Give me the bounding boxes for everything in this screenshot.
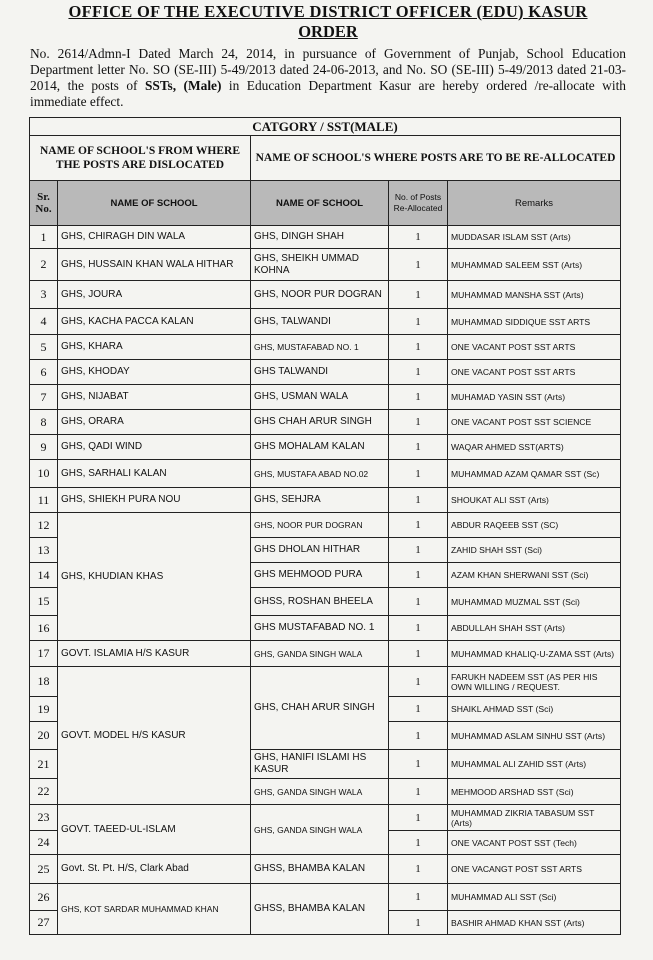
sr-cell: 26 — [30, 884, 58, 911]
sr-cell: 13 — [30, 538, 58, 563]
posts-cell: 1 — [389, 616, 448, 641]
sr-cell: 27 — [30, 911, 58, 935]
sr-cell: 22 — [30, 779, 58, 805]
table-row — [30, 884, 621, 911]
sr-cell: 10 — [30, 460, 58, 488]
remarks-cell: AZAM KHAN SHERWANI SST (Sci) — [448, 563, 621, 588]
to-school-cell: GHS MUSTAFABAD NO. 1 — [251, 616, 389, 641]
posts-cell: 1 — [389, 385, 448, 410]
remarks-cell: MUHAMMAD SIDDIQUE SST ARTS — [448, 309, 621, 335]
group-to-heading: NAME OF SCHOOL'S WHERE POSTS ARE TO BE RE-ALLOCATED — [251, 136, 621, 181]
to-school-cell: GHS, USMAN WALA — [251, 385, 389, 410]
remarks-cell: ZAHID SHAH SST (Sci) — [448, 538, 621, 563]
from-school-cell: GHS, SHIEKH PURA NOU — [58, 488, 251, 513]
sr-cell: 7 — [30, 385, 58, 410]
remarks-cell: ABDUR RAQEEB SST (SC) — [448, 513, 621, 538]
intro-text-1: No. 2614/Admn-I Dated March 24, 2014, in pursuance of Government of Punjab, School Education Department letter No. SO (SE-III) 5-49/2013 dated 24-06-2013, and No. SO (SE-III) 5-49/2013 dated 21-03-2014, the posts of — [30, 46, 626, 93]
sr-cell: 12 — [30, 513, 58, 538]
to-school-cell: GHSS, ROSHAN BHEELA — [251, 588, 389, 616]
to-school-cell: GHS CHAH ARUR SINGH — [251, 410, 389, 435]
from-school-cell: GHS, QADI WIND — [58, 435, 251, 460]
posts-cell: 1 — [389, 722, 448, 750]
intro-bold-ssts: SSTs, — [144, 78, 177, 93]
table-row — [30, 667, 621, 697]
posts-cell: 1 — [389, 831, 448, 855]
sr-cell: 4 — [30, 309, 58, 335]
posts-cell: 1 — [389, 249, 448, 281]
posts-cell: 1 — [389, 588, 448, 616]
posts-cell: 1 — [389, 488, 448, 513]
remarks-cell: ONE VACANT POST SST ARTS — [448, 360, 621, 385]
remarks-cell: MUHAMMAD AZAM QAMAR SST (Sc) — [448, 460, 621, 488]
group-from-heading: NAME OF SCHOOL'S FROM WHERE THE POSTS ARE DISLOCATED — [30, 136, 251, 181]
posts-cell: 1 — [389, 281, 448, 309]
intro-space — [176, 78, 183, 93]
posts-cell: 1 — [389, 884, 448, 911]
to-school-cell: GHS, NOOR PUR DOGRAN — [251, 513, 389, 538]
to-school-cell: GHS, SEHJRA — [251, 488, 389, 513]
posts-cell: 1 — [389, 779, 448, 805]
sr-cell: 6 — [30, 360, 58, 385]
posts-cell: 1 — [389, 410, 448, 435]
to-school-cell: GHSS, BHAMBA KALAN — [251, 855, 389, 884]
from-school-cell: GHS, KHUDIAN KHAS — [58, 513, 251, 641]
table-row — [30, 281, 621, 309]
table-row — [30, 641, 621, 667]
sr-cell: 24 — [30, 831, 58, 855]
remarks-cell: MUHAMMAD KHALIQ-U-ZAMA SST (Arts) — [448, 641, 621, 667]
posts-cell: 1 — [389, 667, 448, 697]
order-title: ORDER — [298, 22, 358, 41]
remarks-cell: MUDDASAR ISLAM SST (Arts) — [448, 226, 621, 249]
remarks-cell: WAQAR AHMED SST(ARTS) — [448, 435, 621, 460]
from-school-cell: GHS, SARHALI KALAN — [58, 460, 251, 488]
sr-cell: 19 — [30, 697, 58, 722]
sr-cell: 8 — [30, 410, 58, 435]
posts-cell: 1 — [389, 335, 448, 360]
posts-cell: 1 — [389, 563, 448, 588]
posts-cell: 1 — [389, 513, 448, 538]
table-row — [30, 460, 621, 488]
remarks-cell: BASHIR AHMAD KHAN SST (Arts) — [448, 911, 621, 935]
sr-cell: 9 — [30, 435, 58, 460]
remarks-cell: ONE VACANGT POST SST ARTS — [448, 855, 621, 884]
to-school-cell: GHS, GANDA SINGH WALA — [251, 779, 389, 805]
posts-cell: 1 — [389, 855, 448, 884]
to-school-cell: GHSS, BHAMBA KALAN — [251, 884, 389, 935]
sr-cell: 25 — [30, 855, 58, 884]
to-school-cell: GHS, CHAH ARUR SINGH — [251, 667, 389, 750]
order-intro-paragraph — [30, 46, 626, 110]
table-row — [30, 385, 621, 410]
remarks-cell: MUHAMMAL ALI ZAHID SST (Arts) — [448, 750, 621, 779]
from-school-cell: GOVT. TAEED-UL-ISLAM — [58, 805, 251, 855]
table-row — [30, 335, 621, 360]
posts-cell: 1 — [389, 641, 448, 667]
col-sr-header: Sr. No. — [30, 181, 58, 226]
sr-cell: 20 — [30, 722, 58, 750]
to-school-cell: GHS, MUSTAFABAD NO. 1 — [251, 335, 389, 360]
to-school-cell: GHS DHOLAN HITHAR — [251, 538, 389, 563]
remarks-cell: ONE VACANT POST SST SCIENCE — [448, 410, 621, 435]
remarks-cell: MUHAMAD YASIN SST (Arts) — [448, 385, 621, 410]
to-school-cell: GHS, TALWANDI — [251, 309, 389, 335]
from-school-cell: GOVT. MODEL H/S KASUR — [58, 667, 251, 805]
sr-cell: 21 — [30, 750, 58, 779]
remarks-cell: MUHAMMAD ALI SST (Sci) — [448, 884, 621, 911]
sr-cell: 15 — [30, 588, 58, 616]
table-row — [30, 805, 621, 831]
sr-cell: 14 — [30, 563, 58, 588]
sr-cell: 16 — [30, 616, 58, 641]
table-row — [30, 410, 621, 435]
remarks-cell: MUHAMMAD SALEEM SST (Arts) — [448, 249, 621, 281]
to-school-cell: GHS, GANDA SINGH WALA — [251, 805, 389, 855]
remarks-cell: MUHAMMAD ZIKRIA TABASUM SST (Arts) — [448, 805, 621, 831]
remarks-cell: ONE VACANT POST SST ARTS — [448, 335, 621, 360]
to-school-cell: GHS, HANIFI ISLAMI HS KASUR — [251, 750, 389, 779]
col-to-school-header: NAME OF SCHOOL — [251, 181, 389, 226]
remarks-cell: MUHAMMAD MANSHA SST (Arts) — [448, 281, 621, 309]
to-school-cell: GHS MEHMOOD PURA — [251, 563, 389, 588]
sr-cell: 1 — [30, 226, 58, 249]
remarks-cell: SHAIKL AHMAD SST (Sci) — [448, 697, 621, 722]
table-row — [30, 360, 621, 385]
to-school-cell: GHS, GANDA SINGH WALA — [251, 641, 389, 667]
sr-cell: 3 — [30, 281, 58, 309]
to-school-cell: GHS, DINGH SHAH — [251, 226, 389, 249]
table-row — [30, 855, 621, 884]
intro-bold-male: (Male) — [183, 78, 222, 93]
from-school-cell: GOVT. ISLAMIA H/S KASUR — [58, 641, 251, 667]
from-school-cell: GHS, ORARA — [58, 410, 251, 435]
col-posts-header: No. of Posts Re-Allocated — [389, 181, 448, 226]
posts-cell: 1 — [389, 911, 448, 935]
to-school-cell: GHS, NOOR PUR DOGRAN — [251, 281, 389, 309]
remarks-cell: ABDULLAH SHAH SST (Arts) — [448, 616, 621, 641]
category-heading: CATGORY / SST(MALE) — [30, 118, 621, 136]
col-from-school-header: NAME OF SCHOOL — [58, 181, 251, 226]
reallocation-table — [29, 117, 621, 935]
sr-cell: 18 — [30, 667, 58, 697]
posts-cell: 1 — [389, 226, 448, 249]
posts-cell: 1 — [389, 460, 448, 488]
from-school-cell: GHS, NIJABAT — [58, 385, 251, 410]
remarks-cell: MUHAMMAD ASLAM SINHU SST (Arts) — [448, 722, 621, 750]
table-row — [30, 435, 621, 460]
posts-cell: 1 — [389, 697, 448, 722]
table-row — [30, 226, 621, 249]
table-row — [30, 249, 621, 281]
from-school-cell: GHS, HUSSAIN KHAN WALA HITHAR — [58, 249, 251, 281]
from-school-cell: GHS, JOURA — [58, 281, 251, 309]
from-school-cell: GHS, KOT SARDAR MUHAMMAD KHAN — [58, 884, 251, 935]
table-row — [30, 488, 621, 513]
sr-cell: 17 — [30, 641, 58, 667]
sr-cell: 5 — [30, 335, 58, 360]
remarks-cell: SHOUKAT ALI SST (Arts) — [448, 488, 621, 513]
to-school-cell: GHS, SHEIKH UMMAD KOHNA — [251, 249, 389, 281]
posts-cell: 1 — [389, 538, 448, 563]
sr-cell: 2 — [30, 249, 58, 281]
remarks-cell: ONE VACANT POST SST (Tech) — [448, 831, 621, 855]
office-title: OFFICE OF THE EXECUTIVE DISTRICT OFFICER (EDU) KASUR — [68, 2, 588, 21]
posts-cell: 1 — [389, 750, 448, 779]
posts-cell: 1 — [389, 435, 448, 460]
table-row — [30, 513, 621, 538]
remarks-cell: MEHMOOD ARSHAD SST (Sci) — [448, 779, 621, 805]
from-school-cell: GHS, KHARA — [58, 335, 251, 360]
from-school-cell: GHS, KHODAY — [58, 360, 251, 385]
from-school-cell: Govt. St. Pt. H/S, Clark Abad — [58, 855, 251, 884]
remarks-cell: FARUKH NADEEM SST (AS PER HIS OWN WILLING / REQUEST. — [448, 667, 621, 697]
col-remarks-header: Remarks — [448, 181, 621, 226]
posts-cell: 1 — [389, 805, 448, 831]
sr-cell: 11 — [30, 488, 58, 513]
from-school-cell: GHS, KACHA PACCA KALAN — [58, 309, 251, 335]
sr-cell: 23 — [30, 805, 58, 831]
posts-cell: 1 — [389, 360, 448, 385]
to-school-cell: GHS, MUSTAFA ABAD NO.02 — [251, 460, 389, 488]
table-row — [30, 309, 621, 335]
to-school-cell: GHS TALWANDI — [251, 360, 389, 385]
remarks-cell: MUHAMMAD MUZMAL SST (Sci) — [448, 588, 621, 616]
from-school-cell: GHS, CHIRAGH DIN WALA — [58, 226, 251, 249]
intro-text-2: in Education Department Kasur are hereby ordered /re-allocate with immediate effect. — [30, 78, 626, 109]
posts-cell: 1 — [389, 309, 448, 335]
to-school-cell: GHS MOHALAM KALAN — [251, 435, 389, 460]
